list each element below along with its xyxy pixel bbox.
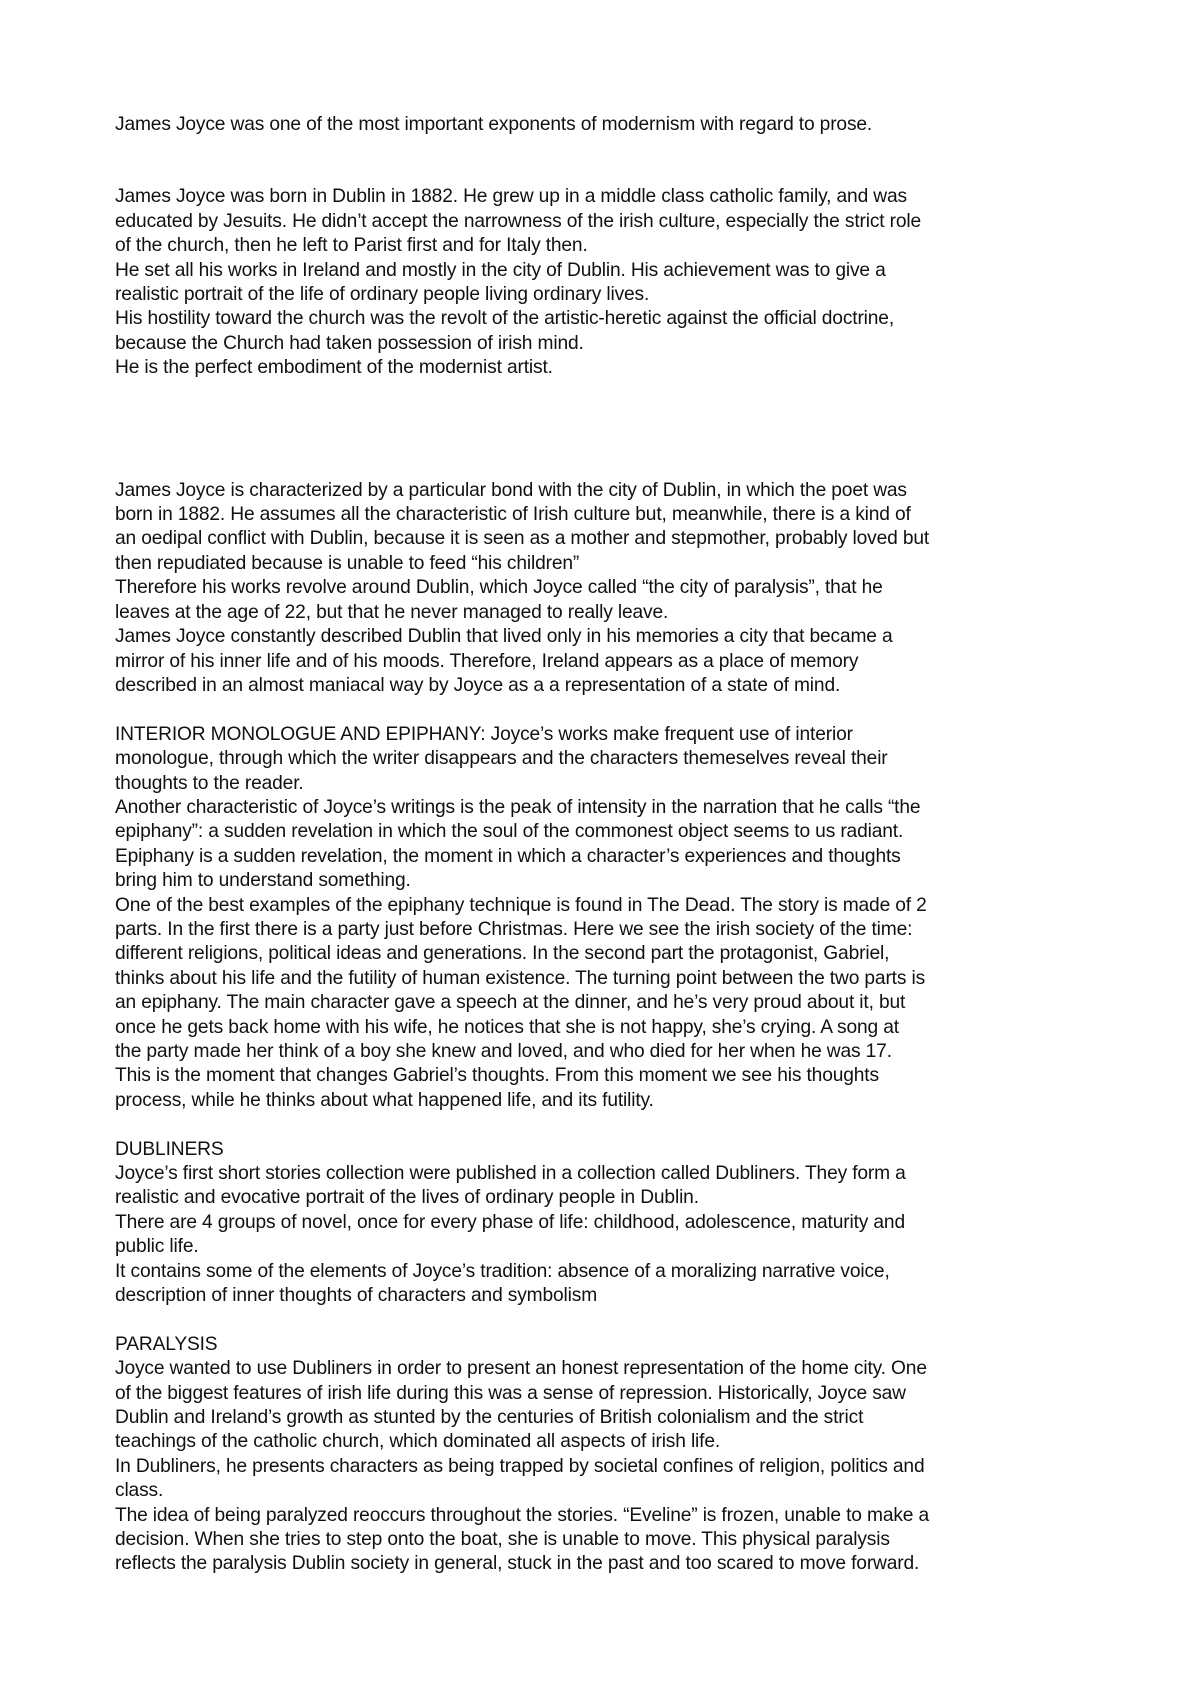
text-line: reflects the paralysis Dublin society in general, stuck in the past and too scared to move forward.: [115, 1553, 920, 1575]
text-line: thoughts to the reader.: [115, 772, 304, 794]
text-line: class.: [115, 1480, 164, 1502]
text-line: James Joyce is characterized by a particular bond with the city of Dublin, in which the poet was: [115, 479, 907, 501]
monologue-epiphany-section: [115, 723, 1105, 1114]
spacer: [115, 698, 1105, 722]
text-line: mirror of his inner life and of his moods. Therefore, Ireland appears as a place of memory: [115, 650, 859, 672]
text-line: DUBLINERS: [115, 1138, 224, 1160]
text-line: There are 4 groups of novel, once for every phase of life: childhood, adolescence, maturity and: [115, 1211, 905, 1233]
text-line: parts. In the first there is a party just before Christmas. Here we see the irish society of the time:: [115, 918, 913, 940]
text-line: In Dubliners, he presents characters as being trapped by societal confines of religion, politics and: [115, 1455, 925, 1477]
text-line: He set all his works in Ireland and mostly in the city of Dublin. His achievement was to give a: [115, 259, 886, 281]
text-line: teachings of the catholic church, which dominated all aspects of irish life.: [115, 1431, 721, 1453]
text-line: because the Church had taken possession of irish mind.: [115, 332, 584, 354]
text-line: His hostility toward the church was the revolt of the artistic-heretic against the official doctrine,: [115, 308, 895, 330]
text-line: James Joyce constantly described Dublin that lived only in his memories a city that became a: [115, 626, 893, 648]
text-line: Another characteristic of Joyce’s writings is the peak of intensity in the narration that he calls “the: [115, 796, 921, 818]
text-line: decision. When she tries to step onto the boat, she is unable to move. This physical paralysis: [115, 1529, 890, 1551]
text-line: an epiphany. The main character gave a speech at the dinner, and he’s very proud about it, but: [115, 992, 906, 1014]
text-line: then repudiated because is unable to feed “his children”: [115, 552, 580, 574]
text-line: realistic and evocative portrait of the lives of ordinary people in Dublin.: [115, 1187, 699, 1209]
text-line: process, while he thinks about what happened life, and its futility.: [115, 1089, 654, 1111]
dublin-bond-section: [115, 479, 1105, 699]
text-line: an oedipal conflict with Dublin, because it is seen as a mother and stepmother, probably loved but: [115, 528, 930, 550]
text-line: born in 1882. He assumes all the characteristic of Irish culture but, meanwhile, there is a kind of: [115, 504, 911, 526]
text-line: realistic portrait of the life of ordinary people living ordinary lives.: [115, 284, 650, 306]
intro-section: [115, 113, 1105, 137]
text-line: One of the best examples of the epiphany technique is found in The Dead. The story is made of 2: [115, 894, 927, 916]
text-line: James Joyce was born in Dublin in 1882. He grew up in a middle class catholic family, and was: [115, 186, 907, 208]
text-line: educated by Jesuits. He didn’t accept the narrowness of the irish culture, especially the strict role: [115, 210, 922, 232]
text-line: of the church, then he left to Parist first and for Italy then.: [115, 235, 588, 257]
text-line: This is the moment that changes Gabriel’s thoughts. From this moment we see his thoughts: [115, 1065, 879, 1087]
spacer: [115, 1308, 1105, 1332]
text-line: public life.: [115, 1236, 199, 1258]
text-line: Epiphany is a sudden revelation, the moment in which a character’s experiences and thoughts: [115, 845, 901, 867]
text-line: James Joyce was one of the most important exponents of modernism with regard to prose.: [115, 114, 873, 135]
text-line: of the biggest features of irish life during this was a sense of repression. Historically, Joyce saw: [115, 1382, 906, 1404]
text-line: bring him to understand something.: [115, 870, 411, 892]
text-line: different religions, political ideas and generations. In the second part the protagonist, Gabriel,: [115, 943, 890, 965]
spacer: [115, 137, 1105, 185]
text-line: described in an almost maniacal way by Joyce as a a representation of a state of mind.: [115, 674, 841, 696]
text-line: once he gets back home with his wife, he notices that she is not happy, she’s crying. A song at: [115, 1016, 899, 1038]
text-line: Therefore his works revolve around Dublin, which Joyce called “the city of paralysis”, that he: [115, 577, 883, 599]
text-line: leaves at the age of 22, but that he never managed to really leave.: [115, 601, 669, 623]
text-line: monologue, through which the writer disappears and the characters themeselves reveal their: [115, 748, 888, 770]
spacer: [115, 1113, 1105, 1137]
text-line: the party made her think of a boy she knew and loved, and who died for her when he was 17.: [115, 1040, 892, 1062]
text-line: He is the perfect embodiment of the modernist artist.: [115, 357, 553, 379]
text-line: Dublin and Ireland’s growth as stunted by the centuries of British colonialism and the strict: [115, 1407, 864, 1429]
text-line: PARALYSIS: [115, 1333, 218, 1355]
paralysis-section: [115, 1333, 1105, 1577]
document-body: [115, 113, 1105, 1577]
spacer: [115, 381, 1105, 479]
dubliners-section: [115, 1138, 1105, 1309]
text-line: INTERIOR MONOLOGUE AND EPIPHANY: Joyce’s works make frequent use of interior: [115, 723, 853, 745]
text-line: description of inner thoughts of characters and symbolism: [115, 1285, 598, 1307]
text-line: thinks about his life and the futility of human existence. The turning point between the two parts is: [115, 967, 926, 989]
text-line: Joyce’s first short stories collection were published in a collection called Dubliners. They form a: [115, 1163, 906, 1184]
text-line: The idea of being paralyzed reoccurs throughout the stories. “Eveline” is frozen, unable to make a: [115, 1504, 930, 1526]
text-line: epiphany”: a sudden revelation in which the soul of the commonest object seems to us radiant.: [115, 821, 904, 843]
text-line: Joyce wanted to use Dubliners in order to present an honest representation of the home city. One: [115, 1358, 927, 1380]
biography-section: [115, 185, 1105, 380]
text-line: It contains some of the elements of Joyce’s tradition: absence of a moralizing narrative voice,: [115, 1260, 890, 1282]
